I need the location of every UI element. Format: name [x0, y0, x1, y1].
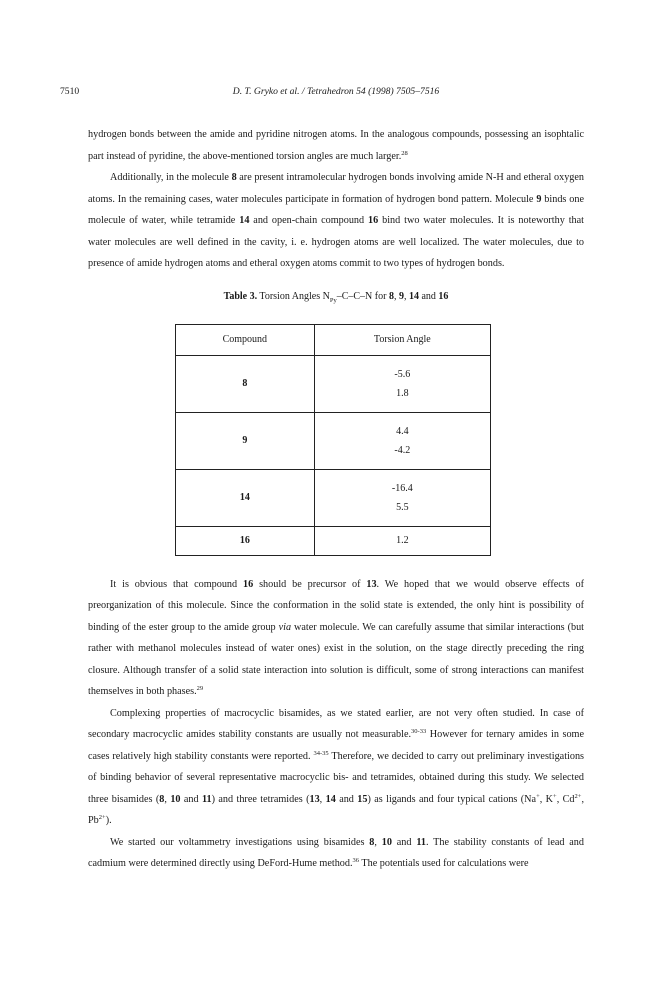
table-row — [176, 355, 491, 412]
citation-29: 29 — [196, 685, 204, 692]
torsion-angle-table — [175, 324, 491, 556]
angle-value: -4.2 — [394, 444, 411, 456]
column-header-torsion-angle: Torsion Angle — [314, 324, 490, 355]
paragraph-2: Additionally, in the molecule 8 are present intramolecular hydrogen bonds involving amide N-H and etheral oxygen atoms. In the remaining cases, water molecules participate in formation of hydrogen bond pattern. Molecule 9 binds one molecule of water, while tetramide 14 and open-chain compound 16 bind two water molecules. It is noteworthy that water molecules are well defined in the cavity, i. e. hydrogen atoms are well localized. The water molecules, due to presence of amide hydrogen atoms and etheral oxygen atoms commit to two types of hydrogen bonds. — [88, 172, 585, 269]
angle-cell — [314, 355, 490, 412]
citation-28: 28 — [401, 149, 408, 157]
angle-value: 4.4 — [396, 425, 409, 437]
table-header-row — [176, 324, 491, 355]
citation-36: 36 — [352, 857, 360, 864]
angle-cell — [314, 412, 490, 469]
angle-value: 1.8 — [396, 387, 409, 399]
compound-cell: 16 — [176, 526, 315, 555]
compound-cell: 9 — [176, 412, 315, 469]
table-row — [176, 469, 491, 526]
compound-cell: 8 — [176, 355, 315, 412]
compound-cell: 14 — [176, 469, 315, 526]
angle-value: -16.4 — [391, 482, 413, 494]
paragraph-3: It is obvious that compound 16 should be precursor of 13. We hoped that we would observe effects of preorganization of this molecule. Since the conformation in the solid state is extended, the only hint is possibility of binding of the ester group to the amide group via water molecule. We can carefully assume that similar interactions (but rather with methanol molecules instead of water ones) exist in the solution, on the stage directly preceding the ring closure. Although transfer of a solid state interaction into solution is difficult, some of strong interactions can manifest themselves in both phases.$^{29}$ — [88, 578, 584, 697]
page-header — [60, 86, 612, 100]
paragraph-4: Complexing properties of macrocyclic bisamides, as we stated earlier, are not very often studied. In case of secondary macrocyclic amides stability constants are usually not measurable.$^{30-33}$ However for ternary amides in some cases relatively high stability constants were reported. $^{34-35}$ Therefore, we decided to carry out preliminary investigations of binding behavior of several representative macrocyclic bis- and tetramides, obtained during this study. We selected three bisamides (8, 10 and 11) and three tetramides (13, 14 and 15) as ligands and four typical cations (Na+, K+, $Cd^{2+}$, $Pb^{2+}$). — [88, 707, 585, 826]
body-text — [88, 124, 584, 875]
angle-cell — [314, 469, 490, 526]
angle-value: -5.6 — [394, 368, 411, 380]
citation-34-35: 34-35 — [313, 749, 329, 757]
angle-value: 5.5 — [396, 501, 409, 513]
table-row — [176, 412, 491, 469]
table-row — [176, 526, 491, 555]
paragraph-1: hydrogen bonds between the amide and pyridine nitrogen atoms. In the analogous compounds, possessing an isophtalic part instead of pyridine, the above-mentioned torsion angles are much larger.$^{28}$ — [88, 129, 584, 162]
citation-30-33: 30-33 — [411, 728, 427, 735]
column-header-compound: Compound — [176, 324, 315, 355]
angle-value: 1.2 — [396, 535, 409, 546]
page-number: 7510 — [60, 86, 80, 97]
paragraph-5: We started our voltammetry investigations using bisamides 8, 10 and 11. The stability constants of lead and cadmium were determined directly using DeFord-Hume method.$^{36}$ The potentials used for calculations were — [88, 836, 584, 869]
angle-cell — [314, 526, 490, 555]
table-caption: Table 3. Torsion Angles $N_{Py}-C-C-N$ for 8, 9, 14 and 16 — [223, 290, 449, 304]
running-head: D. T. Gryko et al. / Tetrahedron 54 (1998) 7505–7516 — [232, 86, 440, 97]
